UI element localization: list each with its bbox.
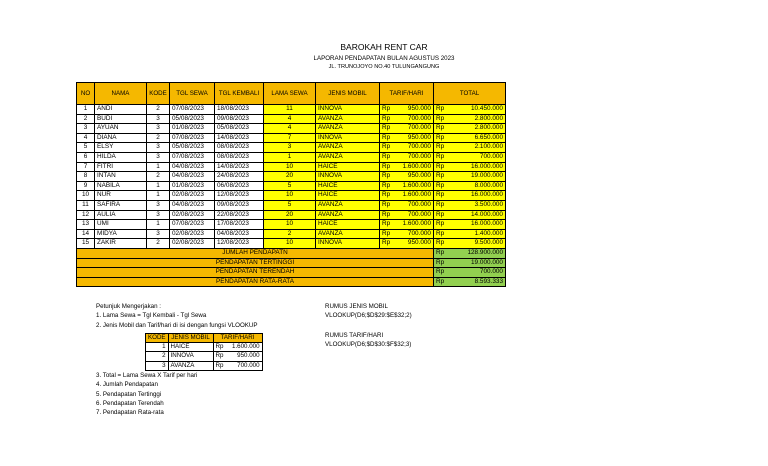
currency-cell: Rp [434, 229, 448, 239]
col-header-kode: KODE [147, 83, 170, 105]
lookup-jenis-cell: AVANZA [168, 361, 213, 370]
total-cell: 16.000.000 [447, 220, 506, 230]
summary-label: PENDAPATAN RATA-RATA [77, 277, 434, 287]
summary-row-jumlah [77, 248, 506, 258]
jenis-mobil-cell: HAICE [316, 191, 380, 201]
currency-cell: Rp [380, 124, 394, 134]
tgl-sewa-cell: 07/08/2023 [170, 133, 215, 143]
lama-sewa-cell: 2 [264, 229, 316, 239]
tgl-kembali-cell: 09/08/2023 [215, 114, 264, 124]
tarif-cell: 950.000 [393, 133, 434, 143]
currency-cell: Rp [380, 172, 394, 182]
kode-cell: 2 [147, 133, 170, 143]
currency-cell: Rp [434, 277, 448, 287]
table-header-row [77, 83, 506, 105]
nama-cell: AYUAN [95, 124, 147, 134]
summary-row-rata [77, 277, 506, 287]
tgl-kembali-cell: 24/08/2023 [215, 172, 264, 182]
table-row [77, 143, 506, 153]
col-header-tgl-kembali: TGL KEMBALI [215, 83, 264, 105]
table-row [77, 114, 506, 124]
formula-jenis-title: RUMUS JENIS MOBIL [325, 303, 388, 310]
instruction-step: 4. Jumlah Pendapatan [96, 381, 158, 389]
lookup-kode-cell: 1 [146, 343, 169, 352]
tarif-cell: 700.000 [393, 143, 434, 153]
nama-cell: DIANA [95, 133, 147, 143]
tgl-sewa-cell: 04/08/2023 [170, 172, 215, 182]
lookup-jenis-cell: HAICE [168, 343, 213, 352]
currency-cell: Rp [380, 220, 394, 230]
summary-value: 8.593.333 [447, 277, 506, 287]
currency-cell: Rp [380, 114, 394, 124]
tgl-kembali-cell: 22/08/2023 [215, 210, 264, 220]
tarif-cell: 700.000 [393, 152, 434, 162]
nama-cell: FITRI [95, 162, 147, 172]
lama-sewa-cell: 20 [264, 172, 316, 182]
lookup-row [146, 361, 263, 370]
tgl-kembali-cell: 12/08/2023 [215, 239, 264, 249]
nama-cell: SAFIRA [95, 200, 147, 210]
summary-row-terendah [77, 268, 506, 278]
currency-cell: Rp [434, 181, 448, 191]
tgl-sewa-cell: 02/08/2023 [170, 210, 215, 220]
tgl-sewa-cell: 01/08/2023 [170, 124, 215, 134]
tgl-kembali-cell: 09/08/2023 [215, 200, 264, 210]
col-header-no: NO [77, 83, 95, 105]
no-cell: 6 [77, 152, 95, 162]
lama-sewa-cell: 10 [264, 191, 316, 201]
no-cell: 4 [77, 133, 95, 143]
currency-cell: Rp [434, 162, 448, 172]
summary-value: 700.000 [447, 268, 506, 278]
jenis-mobil-cell: HAICE [316, 162, 380, 172]
lama-sewa-cell: 3 [264, 143, 316, 153]
total-cell: 2.800.000 [447, 124, 506, 134]
col-header-tarif: TARIF/HARI [380, 83, 434, 105]
currency-cell: Rp [380, 229, 394, 239]
currency-cell: Rp [434, 220, 448, 230]
summary-value: 19.000.000 [447, 258, 506, 268]
no-cell: 3 [77, 124, 95, 134]
summary-section [77, 248, 506, 286]
tgl-sewa-cell: 05/08/2023 [170, 143, 215, 153]
table-row [77, 200, 506, 210]
tgl-kembali-cell: 18/08/2023 [215, 105, 264, 115]
jenis-mobil-cell: HAICE [316, 181, 380, 191]
tarif-cell: 950.000 [393, 172, 434, 182]
col-header-jenis-mobil: JENIS MOBIL [316, 83, 380, 105]
lookup-tarif-cell: 950.000 [226, 352, 263, 361]
table-row [77, 210, 506, 220]
nama-cell: AULIA [95, 210, 147, 220]
tgl-kembali-cell: 14/08/2023 [215, 133, 264, 143]
table-row [77, 162, 506, 172]
currency-cell: Rp [434, 152, 448, 162]
summary-row-tertinggi [77, 258, 506, 268]
nama-cell: ANDI [95, 105, 147, 115]
nama-cell: NABILA [95, 181, 147, 191]
no-cell: 12 [77, 210, 95, 220]
tgl-sewa-cell: 05/08/2023 [170, 114, 215, 124]
instruction-step: 5. Pendapatan Tertinggi [96, 390, 162, 398]
currency-cell: Rp [434, 248, 448, 258]
nama-cell: ZAKIR [95, 239, 147, 249]
currency-cell: Rp [380, 181, 394, 191]
tarif-cell: 950.000 [393, 239, 434, 249]
table-row [77, 172, 506, 182]
tgl-kembali-cell: 06/08/2023 [215, 181, 264, 191]
no-cell: 8 [77, 172, 95, 182]
currency-cell: Rp [434, 191, 448, 201]
jenis-mobil-cell: INNOVA [316, 133, 380, 143]
lookup-kode-cell: 3 [146, 361, 169, 370]
no-cell: 11 [77, 200, 95, 210]
total-cell: 6.650.000 [447, 133, 506, 143]
currency-cell: Rp [213, 361, 226, 370]
currency-cell: Rp [434, 105, 448, 115]
kode-cell: 3 [147, 143, 170, 153]
jenis-mobil-cell: AVANZA [316, 200, 380, 210]
company-title: BAROKAH RENT CAR [340, 42, 428, 52]
jenis-mobil-cell: AVANZA [316, 143, 380, 153]
no-cell: 2 [77, 114, 95, 124]
tgl-kembali-cell: 08/08/2023 [215, 143, 264, 153]
summary-label: JUMLAH PENDAPATN [77, 248, 434, 258]
total-cell: 700.000 [447, 152, 506, 162]
table-row [77, 105, 506, 115]
lookup-jenis-cell: INNOVA [168, 352, 213, 361]
summary-value: 128.900.000 [447, 248, 506, 258]
kode-cell: 3 [147, 229, 170, 239]
kode-cell: 1 [147, 191, 170, 201]
kode-cell: 3 [147, 200, 170, 210]
tgl-sewa-cell: 07/08/2023 [170, 152, 215, 162]
lookup-header-tarif: TARIF/HARI [213, 334, 262, 343]
formula-tarif-block [325, 331, 411, 350]
tarif-cell: 700.000 [393, 114, 434, 124]
kode-cell: 3 [147, 152, 170, 162]
total-cell: 8.000.000 [447, 181, 506, 191]
tgl-sewa-cell: 02/08/2023 [170, 239, 215, 249]
jenis-mobil-cell: INNOVA [316, 105, 380, 115]
kode-cell: 2 [147, 172, 170, 182]
total-cell: 2.800.000 [447, 114, 506, 124]
formula-tarif-text: VLOOKUP(D6;$D$30:$F$32;3) [325, 341, 412, 349]
lookup-header-kode: KODE [146, 334, 169, 343]
nama-cell: INTAN [95, 172, 147, 182]
currency-cell: Rp [434, 258, 448, 268]
lookup-row [146, 352, 263, 361]
nama-cell: HILDA [95, 152, 147, 162]
kode-cell: 1 [147, 181, 170, 191]
nama-cell: BUDI [95, 114, 147, 124]
kode-cell: 1 [147, 220, 170, 230]
no-cell: 5 [77, 143, 95, 153]
tgl-kembali-cell: 04/08/2023 [215, 229, 264, 239]
revenue-table [76, 82, 506, 287]
currency-cell: Rp [434, 172, 448, 182]
currency-cell: Rp [380, 152, 394, 162]
lama-sewa-cell: 11 [264, 105, 316, 115]
currency-cell: Rp [380, 200, 394, 210]
instructions-heading: Petunjuk Mengerjakan : [96, 303, 162, 310]
nama-cell: UMI [95, 220, 147, 230]
lama-sewa-cell: 10 [264, 220, 316, 230]
col-header-lama-sewa: LAMA SEWA [264, 83, 316, 105]
no-cell: 9 [77, 181, 95, 191]
currency-cell: Rp [434, 210, 448, 220]
jenis-mobil-cell: INNOVA [316, 239, 380, 249]
table-row [77, 239, 506, 249]
lookup-header-row [146, 334, 263, 343]
tarif-cell: 1.600.000 [393, 162, 434, 172]
lama-sewa-cell: 4 [264, 114, 316, 124]
lama-sewa-cell: 7 [264, 133, 316, 143]
no-cell: 7 [77, 162, 95, 172]
currency-cell: Rp [434, 239, 448, 249]
lookup-tarif-cell: 700.000 [226, 361, 263, 370]
jenis-mobil-cell: HAICE [316, 220, 380, 230]
currency-cell: Rp [380, 133, 394, 143]
col-header-nama: NAMA [95, 83, 147, 105]
currency-cell: Rp [380, 162, 394, 172]
currency-cell: Rp [380, 210, 394, 220]
formula-jenis-block [325, 302, 412, 321]
tarif-cell: 700.000 [393, 200, 434, 210]
lama-sewa-cell: 20 [264, 210, 316, 220]
instruction-step: 7. Pendapatan Rata-rata [96, 409, 164, 417]
nama-cell: ELSY [95, 143, 147, 153]
no-cell: 10 [77, 191, 95, 201]
tarif-cell: 1.600.000 [393, 191, 434, 201]
table-row [77, 220, 506, 230]
no-cell: 13 [77, 220, 95, 230]
table-row [77, 152, 506, 162]
total-cell: 14.000.000 [447, 210, 506, 220]
kode-cell: 2 [147, 239, 170, 249]
tarif-cell: 950.000 [393, 105, 434, 115]
tgl-kembali-cell: 12/08/2023 [215, 191, 264, 201]
col-header-tgl-sewa: TGL SEWA [170, 83, 215, 105]
total-cell: 19.000.000 [447, 172, 506, 182]
tgl-sewa-cell: 01/08/2023 [170, 181, 215, 191]
report-title: LAPORAN PENDAPATAN BULAN AGUSTUS 2023 [313, 55, 455, 62]
lookup-kode-cell: 2 [146, 352, 169, 361]
instructions-top [96, 302, 258, 330]
currency-cell: Rp [213, 352, 226, 361]
kode-cell: 1 [147, 162, 170, 172]
tgl-sewa-cell: 04/08/2023 [170, 200, 215, 210]
nama-cell: NUR [95, 191, 147, 201]
lama-sewa-cell: 4 [264, 124, 316, 134]
no-cell: 1 [77, 105, 95, 115]
table-row [77, 133, 506, 143]
currency-cell: Rp [380, 143, 394, 153]
total-cell: 3.500.000 [447, 200, 506, 210]
lama-sewa-cell: 1 [264, 152, 316, 162]
currency-cell: Rp [380, 105, 394, 115]
jenis-mobil-cell: AVANZA [316, 210, 380, 220]
currency-cell: Rp [380, 191, 394, 201]
kode-cell: 2 [147, 105, 170, 115]
tgl-kembali-cell: 17/08/2023 [215, 220, 264, 230]
kode-cell: 3 [147, 114, 170, 124]
currency-cell: Rp [434, 114, 448, 124]
currency-cell: Rp [380, 239, 394, 249]
lama-sewa-cell: 10 [264, 162, 316, 172]
formula-jenis-text: VLOOKUP(D6;$D$29:$E$32;2) [325, 312, 412, 320]
total-cell: 2.100.000 [447, 143, 506, 153]
tgl-kembali-cell: 14/08/2023 [215, 162, 264, 172]
instructions-bottom [96, 371, 197, 417]
address-line: JL. TRUNOJOYO NO.40 TULUNGANGUNG [328, 64, 440, 70]
total-cell: 1.400.000 [447, 229, 506, 239]
jenis-mobil-cell: AVANZA [316, 152, 380, 162]
kode-cell: 3 [147, 210, 170, 220]
jenis-mobil-cell: AVANZA [316, 114, 380, 124]
col-header-total: TOTAL [434, 83, 506, 105]
currency-cell: Rp [434, 124, 448, 134]
total-cell: 16.000.000 [447, 162, 506, 172]
tarif-cell: 700.000 [393, 229, 434, 239]
table-row [77, 191, 506, 201]
table-row [77, 181, 506, 191]
lookup-header-jenis: JENIS MOBIL [168, 334, 213, 343]
lama-sewa-cell: 5 [264, 181, 316, 191]
instruction-step: 3. Total = Lama Sewa X Tarif per hari [96, 372, 198, 379]
tgl-kembali-cell: 08/08/2023 [215, 152, 264, 162]
lookup-row [146, 343, 263, 352]
tarif-cell: 700.000 [393, 210, 434, 220]
tgl-sewa-cell: 07/08/2023 [170, 105, 215, 115]
tarif-cell: 700.000 [393, 124, 434, 134]
tarif-cell: 1.600.000 [393, 181, 434, 191]
lama-sewa-cell: 5 [264, 200, 316, 210]
currency-cell: Rp [434, 200, 448, 210]
lama-sewa-cell: 10 [264, 239, 316, 249]
total-cell: 16.000.000 [447, 191, 506, 201]
tgl-kembali-cell: 05/08/2023 [215, 124, 264, 134]
kode-cell: 3 [147, 124, 170, 134]
formula-tarif-title: RUMUS TARIF/HARI [325, 332, 384, 339]
tgl-sewa-cell: 02/08/2023 [170, 229, 215, 239]
jenis-mobil-cell: AVANZA [316, 229, 380, 239]
jenis-mobil-cell: INNOVA [316, 172, 380, 182]
currency-cell: Rp [213, 343, 226, 352]
tgl-sewa-cell: 04/08/2023 [170, 162, 215, 172]
instruction-step: 6. Pendapatan Terendah [96, 399, 164, 407]
instruction-step: 2. Jenis Mobil dan Tarif/hari di isi dengan fungsi VLOOKUP [96, 321, 258, 329]
tgl-sewa-cell: 07/08/2023 [170, 220, 215, 230]
tarif-cell: 1.600.000 [393, 220, 434, 230]
no-cell: 15 [77, 239, 95, 249]
total-cell: 9.500.000 [447, 239, 506, 249]
no-cell: 14 [77, 229, 95, 239]
lookup-tarif-cell: 1.600.000 [226, 343, 263, 352]
table-row [77, 229, 506, 239]
tgl-sewa-cell: 02/08/2023 [170, 191, 215, 201]
currency-cell: Rp [434, 143, 448, 153]
nama-cell: MIDYA [95, 229, 147, 239]
jenis-mobil-cell: AVANZA [316, 124, 380, 134]
summary-label: PENDAPATAN TERTINGGI [77, 258, 434, 268]
instruction-step: 1. Lama Sewa = Tgl Kembali - Tgl Sewa [96, 312, 207, 320]
lookup-table [145, 333, 263, 371]
summary-label: PENDAPATAN TERENDAH [77, 268, 434, 278]
currency-cell: Rp [434, 268, 448, 278]
table-row [77, 124, 506, 134]
currency-cell: Rp [434, 133, 448, 143]
lookup-body [146, 343, 263, 371]
table-body [77, 105, 506, 249]
total-cell: 10.450.000 [447, 105, 506, 115]
